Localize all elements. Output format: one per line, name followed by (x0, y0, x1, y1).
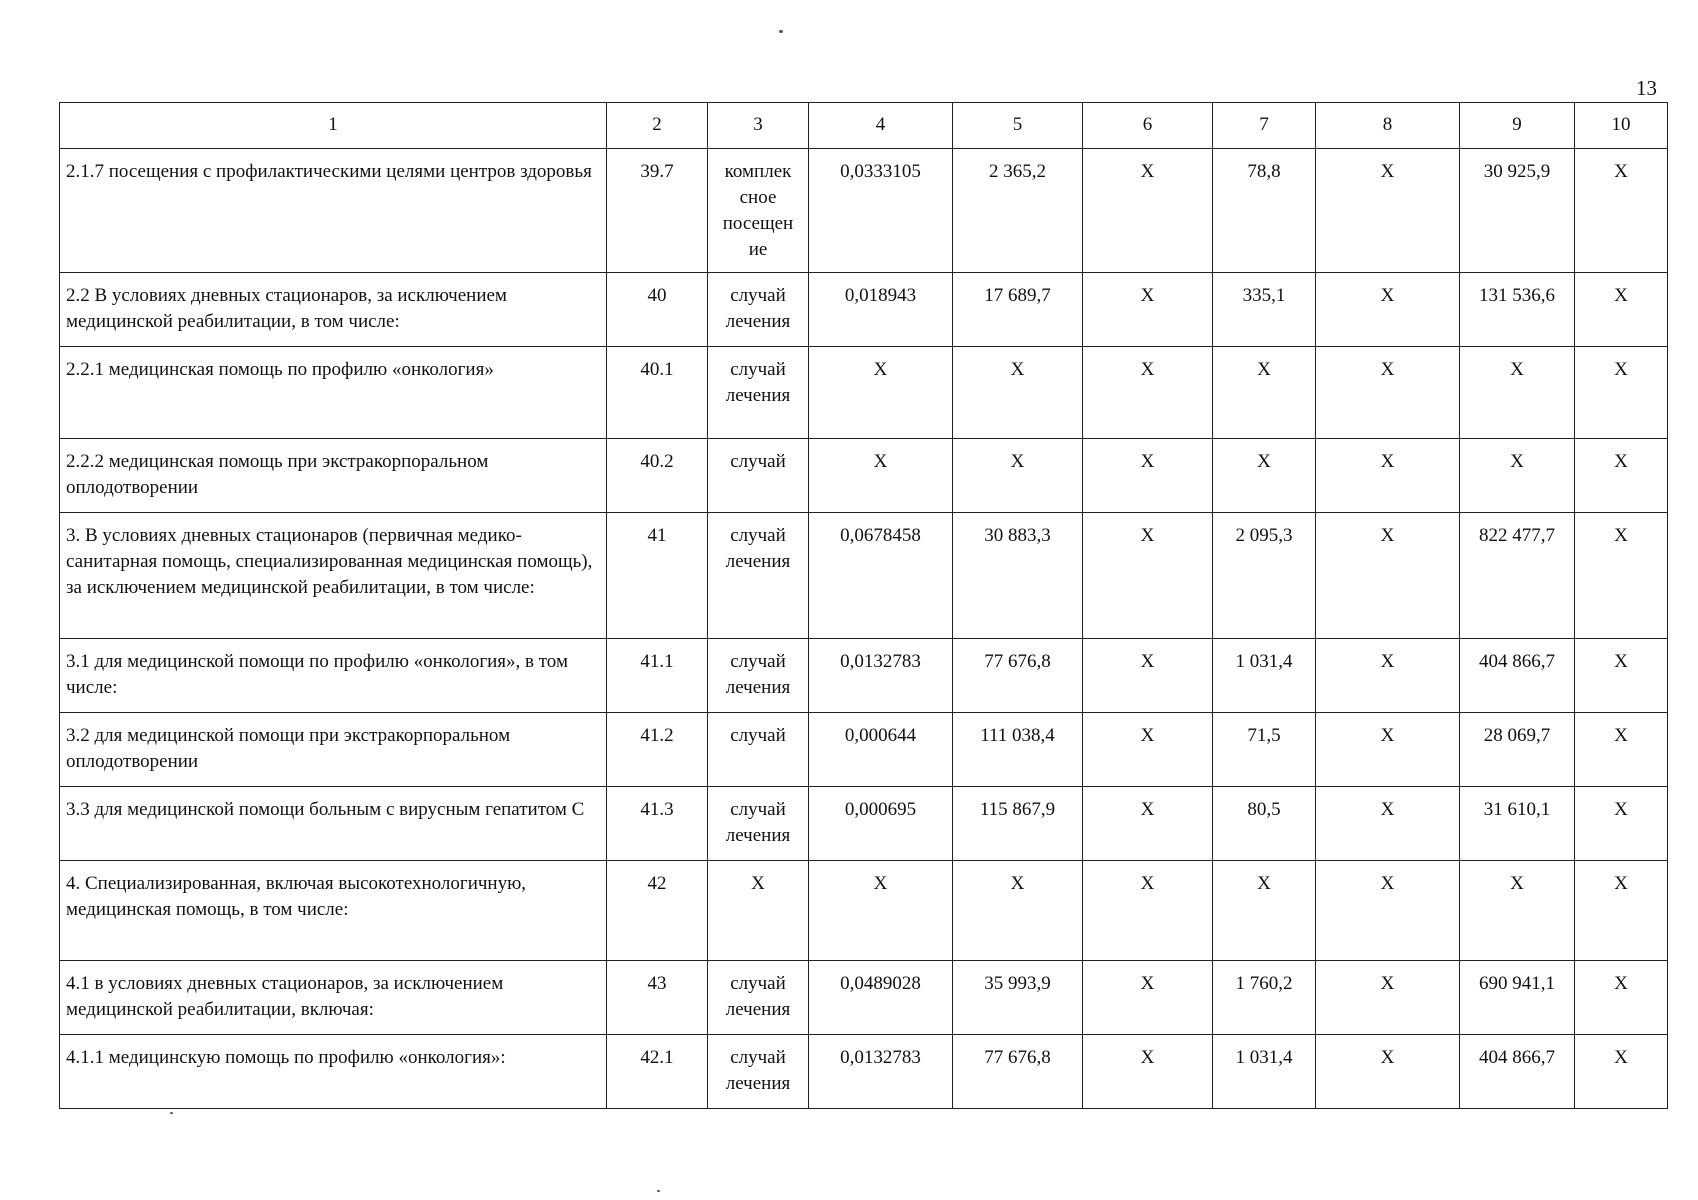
row-unit-cell: случай лечения (708, 513, 809, 639)
row-value-cell: X (1575, 439, 1668, 513)
row-name-cell: 2.2 В условиях дневных стационаров, за исключением медицинской реабилитации, в том числе: (60, 273, 607, 347)
row-value-cell: 1 031,4 (1213, 639, 1316, 713)
row-value-cell: X (809, 861, 953, 961)
row-name-cell: 4.1 в условиях дневных стационаров, за исключением медицинской реабилитации, включая: (60, 961, 607, 1035)
row-line-cell: 41.3 (607, 787, 708, 861)
row-value-cell: 80,5 (1213, 787, 1316, 861)
row-line-cell: 40 (607, 273, 708, 347)
row-name-cell: 4.1.1 медицинскую помощь по профилю «онкология»: (60, 1035, 607, 1109)
row-value-cell: 690 941,1 (1460, 961, 1575, 1035)
row-value-cell: X (1316, 347, 1460, 439)
row-value-cell: 0,0132783 (809, 1035, 953, 1109)
row-line-cell: 42.1 (607, 1035, 708, 1109)
row-value-cell: X (1575, 273, 1668, 347)
table-row (60, 787, 1668, 861)
row-value-cell: X (1083, 273, 1213, 347)
row-value-cell: 30 925,9 (1460, 149, 1575, 273)
row-name-cell: 3. В условиях дневных стационаров (первичная медико-санитарная помощь, специализированная медицинская помощь), за исключением медицинской реабилитации, в том числе: (60, 513, 607, 639)
header-row (60, 103, 1668, 149)
row-value-cell: X (1083, 439, 1213, 513)
row-value-cell: X (1083, 347, 1213, 439)
row-value-cell: 1 760,2 (1213, 961, 1316, 1035)
column-header: 9 (1460, 103, 1575, 149)
row-value-cell: X (1083, 787, 1213, 861)
row-value-cell: X (1460, 439, 1575, 513)
row-value-cell: 404 866,7 (1460, 1035, 1575, 1109)
row-name-cell: 3.2 для медицинской помощи при экстракорпоральном оплодотворении (60, 713, 607, 787)
row-value-cell: 0,0489028 (809, 961, 953, 1035)
row-value-cell: X (1316, 961, 1460, 1035)
row-value-cell: 115 867,9 (953, 787, 1083, 861)
row-value-cell: 335,1 (1213, 273, 1316, 347)
table-row (60, 713, 1668, 787)
row-unit-cell: случай лечения (708, 347, 809, 439)
page-number: 13 (1636, 76, 1657, 100)
row-value-cell: X (1575, 713, 1668, 787)
row-value-cell: X (1213, 439, 1316, 513)
row-value-cell: X (1575, 639, 1668, 713)
column-header: 2 (607, 103, 708, 149)
row-value-cell: 0,018943 (809, 273, 953, 347)
row-unit-cell: X (708, 861, 809, 961)
row-value-cell: 1 031,4 (1213, 1035, 1316, 1109)
row-value-cell: X (1316, 439, 1460, 513)
row-value-cell: 0,000644 (809, 713, 953, 787)
scan-speck (779, 30, 783, 33)
row-value-cell: X (953, 861, 1083, 961)
row-unit-cell: случай лечения (708, 1035, 809, 1109)
row-line-cell: 42 (607, 861, 708, 961)
table-row (60, 149, 1668, 273)
row-value-cell: X (1575, 1035, 1668, 1109)
row-value-cell: 0,0132783 (809, 639, 953, 713)
row-value-cell: 822 477,7 (1460, 513, 1575, 639)
row-unit-cell: случай лечения (708, 273, 809, 347)
row-unit-cell: случай лечения (708, 639, 809, 713)
row-value-cell: X (1083, 1035, 1213, 1109)
column-header: 4 (809, 103, 953, 149)
row-line-cell: 43 (607, 961, 708, 1035)
scan-speck (657, 1190, 660, 1192)
row-value-cell: X (1575, 961, 1668, 1035)
table-row (60, 347, 1668, 439)
row-value-cell: 35 993,9 (953, 961, 1083, 1035)
row-value-cell: 77 676,8 (953, 639, 1083, 713)
row-value-cell: X (1083, 639, 1213, 713)
row-value-cell: X (1083, 961, 1213, 1035)
table-row (60, 861, 1668, 961)
row-value-cell: 77 676,8 (953, 1035, 1083, 1109)
table-row (60, 639, 1668, 713)
row-value-cell: X (1316, 713, 1460, 787)
row-name-cell: 4. Специализированная, включая высокотехнологичную, медицинская помощь, в том числе: (60, 861, 607, 961)
row-name-cell: 2.2.2 медицинская помощь при экстракорпоральном оплодотворении (60, 439, 607, 513)
column-header: 3 (708, 103, 809, 149)
row-value-cell: X (1083, 713, 1213, 787)
row-value-cell: X (1083, 149, 1213, 273)
row-line-cell: 41.1 (607, 639, 708, 713)
column-header: 6 (1083, 103, 1213, 149)
row-unit-cell: случай (708, 713, 809, 787)
row-value-cell: X (1083, 513, 1213, 639)
row-value-cell: X (1316, 861, 1460, 961)
row-value-cell: 0,0333105 (809, 149, 953, 273)
row-value-cell: X (953, 347, 1083, 439)
row-value-cell: 2 095,3 (1213, 513, 1316, 639)
table-row (60, 273, 1668, 347)
row-value-cell: X (1316, 273, 1460, 347)
row-value-cell: 0,0678458 (809, 513, 953, 639)
row-value-cell: X (953, 439, 1083, 513)
row-name-cell: 2.2.1 медицинская помощь по профилю «онкология» (60, 347, 607, 439)
row-value-cell: 30 883,3 (953, 513, 1083, 639)
row-value-cell: X (1213, 861, 1316, 961)
row-unit-cell: комплек сное посещен ие (708, 149, 809, 273)
column-header: 1 (60, 103, 607, 149)
row-value-cell: 71,5 (1213, 713, 1316, 787)
row-value-cell: X (1316, 787, 1460, 861)
data-table (59, 102, 1668, 1109)
row-value-cell: X (1460, 861, 1575, 961)
column-header: 8 (1316, 103, 1460, 149)
row-value-cell: X (1460, 347, 1575, 439)
row-value-cell: X (809, 439, 953, 513)
column-header: 10 (1575, 103, 1668, 149)
row-value-cell: 2 365,2 (953, 149, 1083, 273)
table-row (60, 439, 1668, 513)
row-line-cell: 40.1 (607, 347, 708, 439)
row-value-cell: 131 536,6 (1460, 273, 1575, 347)
row-line-cell: 41 (607, 513, 708, 639)
row-name-cell: 3.3 для медицинской помощи больным с вирусным гепатитом С (60, 787, 607, 861)
row-value-cell: X (1213, 347, 1316, 439)
table-row (60, 961, 1668, 1035)
row-value-cell: 404 866,7 (1460, 639, 1575, 713)
row-value-cell: X (1316, 1035, 1460, 1109)
row-value-cell: X (1316, 513, 1460, 639)
row-unit-cell: случай (708, 439, 809, 513)
row-value-cell: X (1575, 513, 1668, 639)
row-line-cell: 41.2 (607, 713, 708, 787)
row-name-cell: 3.1 для медицинской помощи по профилю «онкология», в том числе: (60, 639, 607, 713)
row-value-cell: 111 038,4 (953, 713, 1083, 787)
row-value-cell: X (1083, 861, 1213, 961)
column-header: 5 (953, 103, 1083, 149)
row-line-cell: 40.2 (607, 439, 708, 513)
row-value-cell: X (1575, 149, 1668, 273)
column-header: 7 (1213, 103, 1316, 149)
row-value-cell: X (809, 347, 953, 439)
row-value-cell: X (1316, 149, 1460, 273)
row-value-cell: X (1575, 861, 1668, 961)
row-value-cell: 31 610,1 (1460, 787, 1575, 861)
table-row (60, 513, 1668, 639)
row-value-cell: 78,8 (1213, 149, 1316, 273)
row-value-cell: X (1316, 639, 1460, 713)
row-value-cell: 0,000695 (809, 787, 953, 861)
row-line-cell: 39.7 (607, 149, 708, 273)
row-unit-cell: случай лечения (708, 787, 809, 861)
row-value-cell: X (1575, 347, 1668, 439)
row-value-cell: X (1575, 787, 1668, 861)
table-row (60, 1035, 1668, 1109)
row-value-cell: 17 689,7 (953, 273, 1083, 347)
scan-speck (170, 1112, 173, 1114)
row-value-cell: 28 069,7 (1460, 713, 1575, 787)
row-unit-cell: случай лечения (708, 961, 809, 1035)
row-name-cell: 2.1.7 посещения с профилактическими целями центров здоровья (60, 149, 607, 273)
